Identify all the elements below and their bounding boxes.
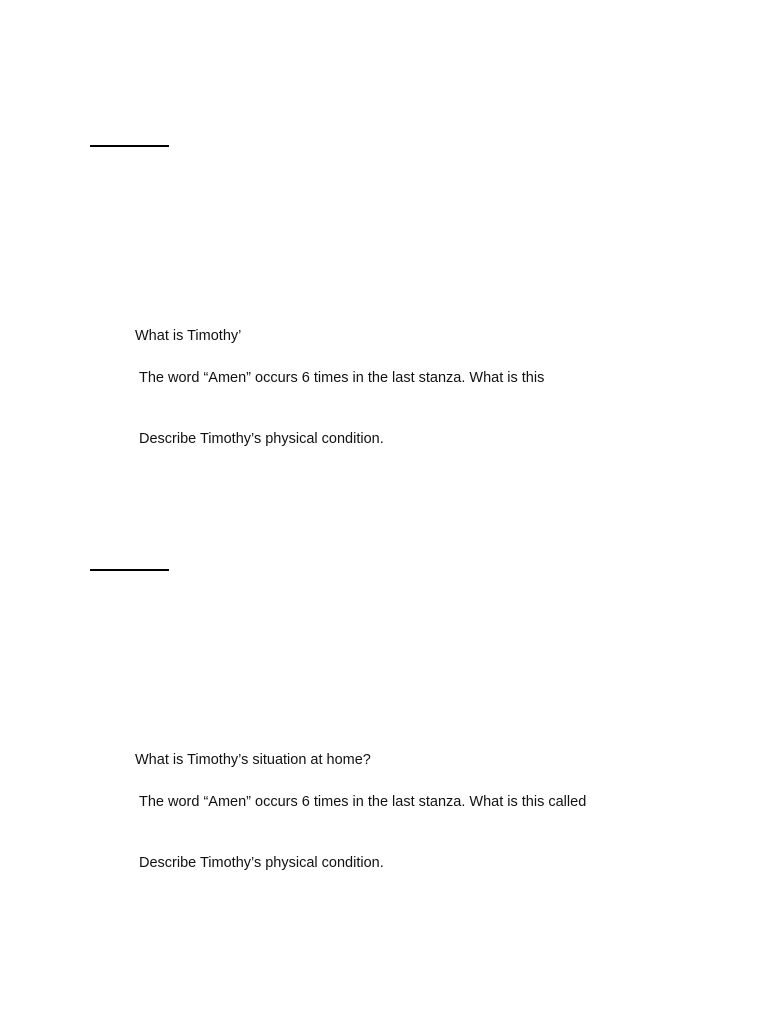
question-text: Describe Timothy’s physical condition. (139, 431, 384, 447)
question-text: The word “Amen” occurs 6 times in the last stanza. What is this called (139, 794, 587, 810)
blank-line (90, 569, 169, 571)
question-text: Describe Timothy’s physical condition. (139, 855, 384, 871)
question-text: What is Timothy’ (135, 328, 242, 344)
blank-line (90, 145, 169, 147)
question-text: The word “Amen” occurs 6 times in the last stanza. What is this (139, 370, 545, 386)
question-text: What is Timothy’s situation at home? (135, 752, 371, 768)
